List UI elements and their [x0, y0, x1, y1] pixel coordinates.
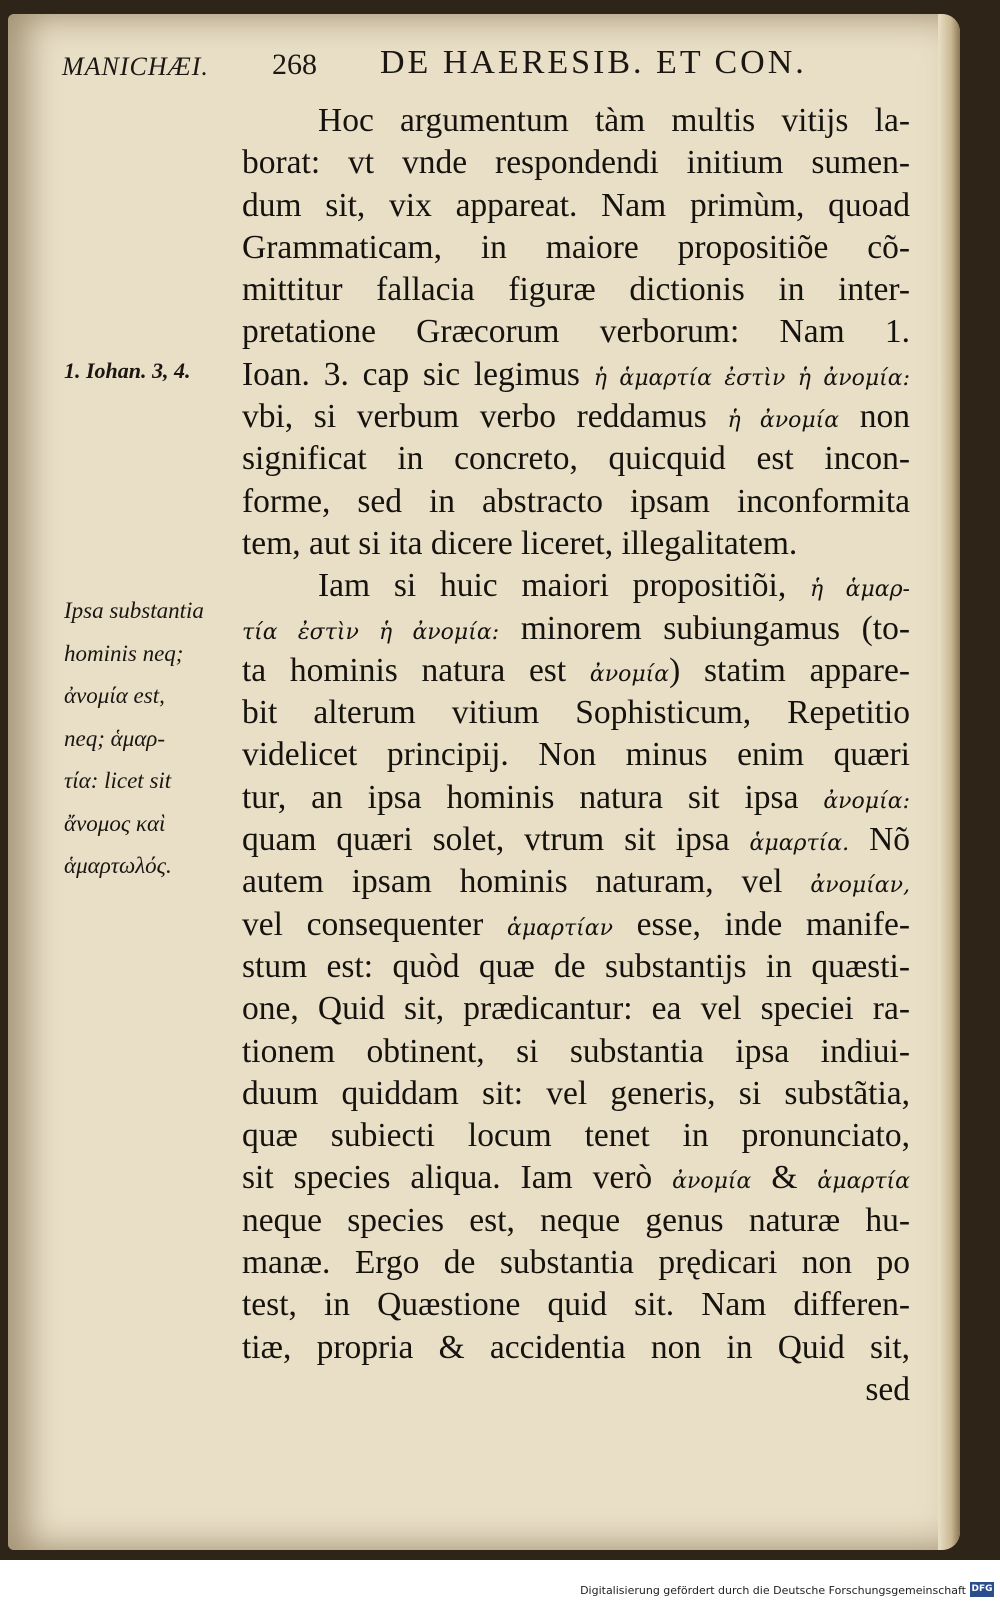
text-line: vel consequenter ἁμαρτίαν esse, inde manife-	[242, 905, 911, 943]
greek-word: ἁμαρτία.	[749, 831, 850, 857]
greek-word: ἡ ἀνομία	[727, 408, 840, 434]
greek-word: ἀνομία	[589, 661, 670, 687]
margin-note-john-reference: 1. Iohan. 3, 4.	[64, 358, 191, 383]
text-line: bit alterum vitium Sophisticum, Repetitio	[242, 694, 910, 732]
page-edge	[938, 14, 960, 1550]
text-line: quæ subiecti locum tenet in pronunciato,	[242, 1117, 910, 1155]
margin-note-line: ἁμαρτωλός.	[64, 853, 172, 878]
greek-word: ἀνομία	[672, 1169, 752, 1195]
text-line: borat: vt vnde respondendi initium sumen-	[242, 144, 910, 182]
text-line: Ioan. 3. cap sic legimus ἡ ἁμαρτία ἐστὶν ἡ ἀνομία:	[242, 355, 911, 393]
greek-word: ἁμαρτίαν	[507, 915, 613, 941]
page-header	[62, 40, 922, 100]
greek-word: ἀνομίαν,	[810, 873, 910, 899]
body-text	[242, 100, 910, 1411]
greek-word: ἡ ἁμαρ-	[810, 577, 910, 603]
text-line: Iam si huic maiori propositiõi, ἡ ἁμαρ-	[318, 567, 910, 605]
catchword: sed	[865, 1370, 910, 1408]
text-line: ta hominis natura est ἀνομία) statim appare-	[242, 651, 910, 689]
text-line: tionem obtinent, si substantia ipsa indiui-	[242, 1032, 910, 1070]
text-line: forme, sed in abstracto ipsam inconformita	[242, 482, 910, 520]
greek-word: ἁμαρτία	[817, 1169, 911, 1195]
text-line: Hoc argumentum tàm multis vitijs la-	[318, 102, 910, 139]
greek-word: ἀνομία:	[823, 788, 910, 814]
text-line: neque species est, neque genus naturæ hu-	[242, 1201, 910, 1239]
running-head: MANICHÆI.	[62, 52, 209, 81]
text-line: quam quæri solet, vtrum sit ipsa ἁμαρτία. Nõ	[242, 821, 911, 859]
text-line: autem ipsam hominis naturam, vel ἀνομίαν,	[242, 863, 910, 901]
text-line: significat in concreto, quicquid est incon-	[242, 440, 910, 478]
text-line: one, Quid sit, prædicantur: ea vel speciei ra-	[242, 990, 910, 1028]
margin-note-line: hominis neq;	[64, 640, 184, 666]
margin-note-block	[64, 590, 240, 888]
greek-phrase: τία ἐστὶν ἡ ἀνομία:	[242, 619, 500, 645]
dfg-logo: DFG	[970, 1582, 994, 1597]
text-line: vbi, si verbum verbo reddamus ἡ ἀνομία non	[242, 398, 911, 436]
text-line: test, in Quæstione quid sit. Nam differen-	[242, 1286, 910, 1324]
margin-note-line: ἀνομία est,	[64, 683, 165, 708]
margin-note-line: ἄνομος καὶ	[64, 810, 166, 836]
text-line: duum quiddam sit: vel generis, si substãtia,	[242, 1074, 910, 1112]
greek-phrase: ἡ ἁμαρτία ἐστὶν ἡ ἀνομία:	[593, 365, 911, 391]
text-line: τία ἐστὶν ἡ ἀνομία: minorem subiungamus (to-	[242, 609, 910, 647]
text-line: manæ. Ergo de substantia prędicari non po	[242, 1244, 910, 1282]
text-line: sit species aliqua. Iam verò ἀνομία & ἁμαρτία	[242, 1159, 911, 1197]
text-line: tur, an ipsa hominis natura sit ipsa ἀνομία:	[242, 778, 910, 816]
text-line: mittitur fallacia figuræ dictionis in inter-	[242, 271, 910, 309]
header-title: DE HAERESIB. ET CON.	[380, 44, 807, 81]
text-line: dum sit, vix appareat. Nam primùm, quoad	[242, 186, 910, 224]
footer-bar	[0, 1560, 1000, 1605]
margin-note-line: Ipsa substantia	[64, 598, 204, 623]
text-line: tem, aut si ita dicere liceret, illegalitatem.	[242, 524, 798, 562]
margin-note-line: neq; ἁμαρ-	[64, 725, 166, 751]
text-line: pretatione Græcorum verborum: Nam 1.	[242, 313, 910, 351]
digitization-credit: Digitalisierung gefördert durch die Deutsche Forschungsgemeinschaft	[580, 1584, 966, 1597]
text-line: videlicet principij. Non minus enim quæri	[242, 736, 910, 774]
text-line: stum est: quòd quæ de substantijs in quæsti-	[242, 947, 910, 985]
text-line: tiæ, propria & accidentia non in Quid sit,	[242, 1328, 910, 1366]
text-line: Grammaticam, in maiore propositiõe cõ-	[242, 228, 910, 266]
margin-note-line: τία: licet sit	[64, 768, 172, 793]
page-number: 268	[272, 48, 317, 81]
